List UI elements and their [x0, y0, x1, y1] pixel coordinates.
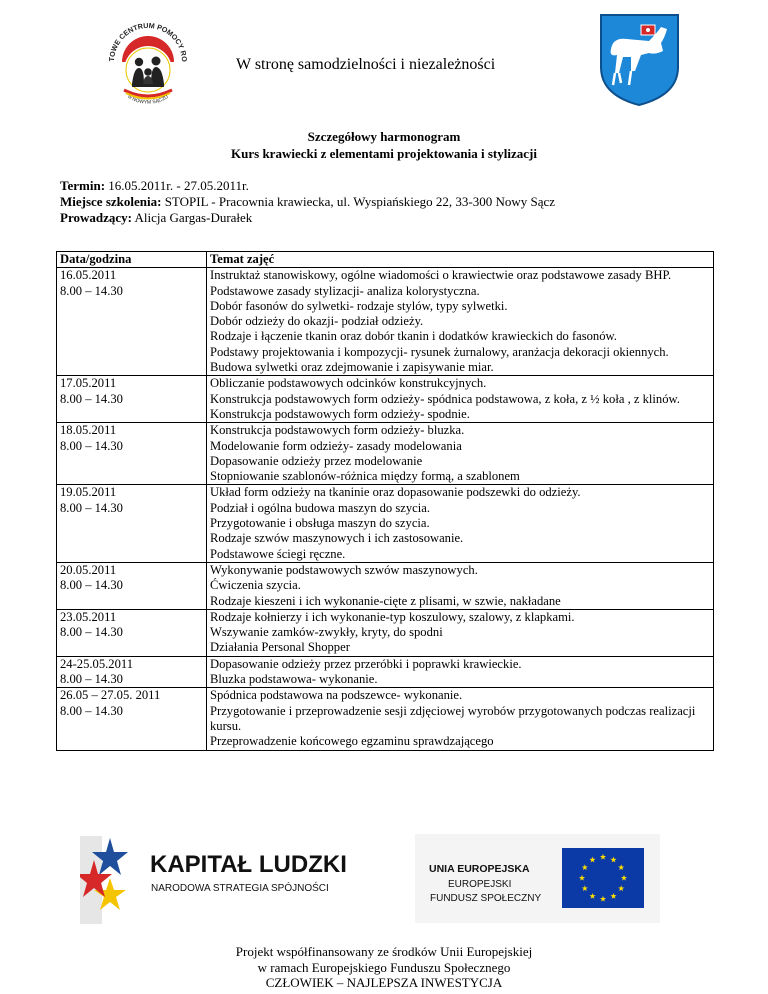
- date-cell: [57, 485, 207, 562]
- document-title: [0, 128, 768, 162]
- topic-item: Spódnica podstawowa na podszewce- wykonanie.: [210, 688, 463, 703]
- row-time: 8.00 – 14.30: [60, 391, 123, 406]
- topic-item: Dobór fasonów do sylwetki- rodzaje stylów, typy sylwetki.: [210, 298, 508, 313]
- topics-cell: [207, 485, 714, 562]
- topic-item: Konstrukcja podstawowych form odzieży- spodnie.: [210, 406, 470, 421]
- eu-flag-icon: [562, 848, 644, 908]
- topic-item: Budowa sylwetki oraz zdejmowanie i zapisywanie miar.: [210, 360, 494, 375]
- header-topic: Temat zajęć: [207, 252, 714, 268]
- course-info: [60, 178, 555, 226]
- topic-item: Układ form odzieży na tkaninie oraz dopasowanie podszewki do odzieży.: [210, 485, 581, 500]
- date-cell: [57, 609, 207, 656]
- row-date: 18.05.2011: [60, 423, 117, 438]
- table-header-row: [57, 252, 714, 268]
- row-date: 26.05 – 27.05. 2011: [60, 688, 161, 703]
- topics-cell: [207, 376, 714, 423]
- kl-title: KAPITAŁ LUDZKI: [150, 851, 347, 878]
- date-cell: [57, 688, 207, 750]
- topic-item: Ćwiczenia szycia.: [210, 578, 301, 593]
- row-time: 8.00 – 14.30: [60, 672, 123, 687]
- topic-item: Konstrukcja podstawowych form odzieży- bluzka.: [210, 423, 465, 438]
- crest-logo: [597, 11, 682, 107]
- topic-item: Przygotowanie i przeprowadzenie sesji zdjęciowej wyrobów przygotowanych podczas realizacji kursu.: [210, 703, 696, 733]
- title-line-2: Kurs krawiecki z elementami projektowania i stylizacji: [231, 146, 537, 161]
- date-cell: [57, 562, 207, 609]
- svg-text:w NOWYM SĄCZU: w NOWYM SĄCZU: [126, 94, 170, 106]
- date-cell: [57, 656, 207, 688]
- topic-item: Rodzaje szwów maszynowych i ich zastosowanie.: [210, 531, 464, 546]
- row-time: 8.00 – 14.30: [60, 500, 123, 515]
- topic-item: Przygotowanie i obsługa maszyn do szycia.: [210, 516, 430, 531]
- topic-item: Działania Personal Shopper: [210, 640, 350, 655]
- miejsce-row: [60, 194, 555, 210]
- row-time: 8.00 – 14.30: [60, 625, 123, 640]
- topics-cell: [207, 609, 714, 656]
- topic-item: Podstawowe zasady stylizacji- analiza kolorystyczna.: [210, 283, 480, 298]
- topic-item: Dopasowanie odzieży przez modelowanie: [210, 453, 423, 468]
- topic-item: Rodzaje kołnierzy i ich wykonanie-typ koszulowy, szalowy, z klapkami.: [210, 609, 575, 624]
- table-row: [57, 423, 714, 485]
- row-time: 8.00 – 14.30: [60, 438, 123, 453]
- footer-text: [0, 944, 768, 991]
- footer-logos: [80, 830, 660, 925]
- termin-row: [60, 178, 555, 194]
- topic-item: Rodzaje kieszeni i ich wykonanie-cięte z plisami, w szwie, nakładane: [210, 593, 561, 608]
- kl-subtitle: NARODOWA STRATEGIA SPÓJNOŚCI: [151, 883, 329, 894]
- title-line-1: Szczegółowy harmonogram: [307, 129, 461, 144]
- pcpr-logo: [104, 10, 192, 106]
- footer-line-2: w ramach Europejskiego Funduszu Społecznego: [257, 959, 511, 975]
- topic-item: Dobór odzieży do okazji- podział odzieży.: [210, 314, 424, 329]
- date-cell: [57, 268, 207, 376]
- termin-value: 16.05.2011r. - 27.05.2011r.: [108, 178, 249, 193]
- header-title: W stronę samodzielności i niezależności: [236, 56, 496, 73]
- table-row: [57, 268, 714, 376]
- topic-item: Podział i ogólna budowa maszyn do szycia.: [210, 500, 430, 515]
- prowadzacy-value: Alicja Gargas-Durałek: [134, 210, 253, 225]
- schedule-table: [56, 251, 714, 751]
- topic-item: Stopniowanie szablonów-różnica między formą, a szablonem: [210, 469, 520, 484]
- table-row: [57, 656, 714, 688]
- topic-item: Wykonywanie podstawowych szwów maszynowych.: [210, 562, 478, 577]
- row-date: 23.05.2011: [60, 609, 117, 624]
- row-date: 19.05.2011: [60, 485, 117, 500]
- row-date: 16.05.2011: [60, 268, 117, 283]
- row-date: 20.05.2011: [60, 562, 117, 577]
- prowadzacy-row: [60, 210, 555, 226]
- date-cell: [57, 423, 207, 485]
- table-row: [57, 376, 714, 423]
- miejsce-value: STOPIL - Pracownia krawiecka, ul. Wyspiańskiego 22, 33-300 Nowy Sącz: [164, 194, 556, 209]
- row-time: 8.00 – 14.30: [60, 703, 123, 718]
- topic-item: Modelowanie form odzieży- zasady modelowania: [210, 438, 462, 453]
- footer-line-3: CZŁOWIEK – NAJLEPSZA INWESTYCJA: [265, 975, 503, 990]
- topic-item: Podstawowe ściegi ręczne.: [210, 546, 346, 561]
- topic-item: Instruktaż stanowiskowy, ogólne wiadomości o krawiectwie oraz podstawowe zasady BHP.: [210, 268, 672, 283]
- topics-cell: [207, 423, 714, 485]
- topic-item: Podstawy projektowania i kompozycji- rysunek żurnalowy, aranżacja dekoracji okiennych.: [210, 344, 669, 359]
- header-date: Data/godzina: [57, 252, 207, 268]
- termin-label: Termin:: [60, 178, 106, 193]
- table-row: [57, 485, 714, 562]
- date-cell: [57, 376, 207, 423]
- svg-text:POWIATOWE CENTRUM POMOCY RODZI: TOWE CENTRUM POMOCY RO: [106, 20, 190, 63]
- ue-title: UNIA EUROPEJSKA: [429, 863, 530, 875]
- prowadzacy-label: Prowadzący:: [60, 210, 132, 225]
- footer-line-1: Projekt współfinansowany ze środków Unii Europejskiej: [235, 944, 533, 959]
- ue-line3: FUNDUSZ SPOŁECZNY: [430, 893, 542, 904]
- topic-item: Dopasowanie odzieży przez przeróbki i poprawki krawieckie.: [210, 656, 522, 671]
- row-date: 17.05.2011: [60, 376, 117, 391]
- topic-item: Wszywanie zamków-zwykły, kryty, do spodni: [210, 625, 443, 640]
- topics-cell: [207, 688, 714, 750]
- table-row: [57, 609, 714, 656]
- row-date: 24-25.05.2011: [60, 656, 133, 671]
- topic-item: Konstrukcja podstawowych form odzieży- spódnica podstawowa, z koła, z ½ koła , z klinów.: [210, 391, 680, 406]
- ue-line2: EUROPEJSKI: [448, 879, 512, 890]
- row-time: 8.00 – 14.30: [60, 578, 123, 593]
- topics-cell: [207, 656, 714, 688]
- topic-item: Bluzka podstawowa- wykonanie.: [210, 672, 378, 687]
- row-time: 8.00 – 14.30: [60, 283, 123, 298]
- topic-item: Obliczanie podstawowych odcinków konstrukcyjnych.: [210, 376, 487, 391]
- kapital-ludzki-logo: [80, 836, 128, 924]
- table-row: [57, 562, 714, 609]
- topics-cell: [207, 562, 714, 609]
- topics-cell: [207, 268, 714, 376]
- table-row: [57, 688, 714, 750]
- topic-item: Rodzaje i łączenie tkanin oraz dobór tkanin i dodatków krawieckich do fasonów.: [210, 329, 617, 344]
- topic-item: Przeprowadzenie końcowego egzaminu sprawdzającego: [210, 734, 494, 749]
- miejsce-label: Miejsce szkolenia:: [60, 194, 162, 209]
